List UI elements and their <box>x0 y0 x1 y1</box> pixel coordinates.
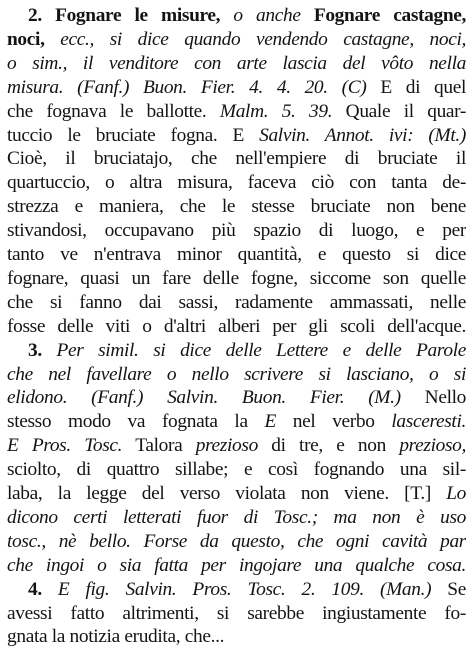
body-text: Quale il quar- <box>332 100 466 122</box>
body-text: stesso modo va fognata la <box>7 411 265 433</box>
body-text: E di quel <box>366 76 466 98</box>
body-text: nel verbo <box>276 411 392 433</box>
body-text: che fognava le ballotte. <box>7 100 220 122</box>
text-line <box>7 506 466 530</box>
italic-text: o sim., il venditore con arte lascia del vôto nella <box>7 52 466 74</box>
italic-text: prezioso, <box>399 435 466 457</box>
body-text: strezza e maniera, che le stesse bruciate non bene <box>7 196 466 218</box>
italic-text: E fig. Salvin. Pros. Tosc. 2. 109. (Man.) <box>57 578 432 600</box>
sense-heading: 3. <box>28 339 57 361</box>
text-line <box>7 482 466 506</box>
body-text: quartuccio, o altra misura, faceva ciò con tanta de- <box>7 172 466 194</box>
text-line <box>7 458 466 482</box>
body-text: Talora <box>122 435 196 457</box>
text-line <box>7 147 466 171</box>
body-text: tanto ve n'entrava minor quantità, e questo si dice <box>7 244 466 265</box>
text-line <box>7 554 466 578</box>
italic-text: tosc., nè bello. Forse da questo, che ogni cavità par <box>7 530 466 552</box>
body-text: Cioè, il bruciatajo, che nell'empiere di bruciate il <box>7 148 466 170</box>
text-line <box>7 386 466 410</box>
text-line <box>7 52 466 76</box>
text-line <box>7 219 466 243</box>
sense-heading: 2. Fognare le misure, <box>28 5 221 26</box>
text-line <box>7 602 466 626</box>
text-line <box>7 625 466 649</box>
text-line <box>28 578 466 602</box>
text-line <box>7 195 466 219</box>
body-text: avessi fatto altrimenti, si sarebbe ingiustamente fo- <box>7 602 466 624</box>
text-line <box>7 171 466 195</box>
italic-text: dicono certi letterati fuor di Tosc.; ma non è uso <box>7 506 466 528</box>
italic-text: ecc., si dice quando vendendo castagne, noci, <box>44 28 466 50</box>
text-line <box>7 28 466 52</box>
sense-heading: noci, <box>7 28 45 50</box>
text-line <box>7 410 466 434</box>
body-text: laba, la legge del verso violata non viene. [T.] <box>7 483 447 504</box>
body-text: stivandosi, occupavano più spazio di luogo, e per <box>7 220 466 242</box>
text-line <box>7 100 466 124</box>
italic-text: prezioso <box>195 435 258 457</box>
italic-text: Per simil. si dice delle Lettere e delle Parole <box>56 339 466 361</box>
italic-text: lasceresti. <box>391 411 466 433</box>
text-line <box>7 243 466 267</box>
italic-text: misura. (Fanf.) Buon. Fier. 4. 4. 20. (C) <box>7 76 367 98</box>
italic-text: E Pros. Tosc. <box>7 435 123 457</box>
body-text: di tre, e non <box>257 435 400 457</box>
body-text: gnata la notizia erudita, che... <box>7 626 225 648</box>
body-text: sciolto, di quattro sillabe; e così fognando una sil- <box>7 459 466 481</box>
italic-text: Salvin. Annot. ivi: (Mt.) <box>259 124 466 146</box>
text-line <box>7 291 466 315</box>
italic-text: che nel favellare o nello scrivere si lasciano, o si <box>7 363 466 385</box>
italic-text: che ingoi o sia fatta per ingojare una qualche cosa. <box>7 554 466 576</box>
body-text: Nello <box>400 387 466 409</box>
text-line <box>7 76 466 100</box>
text-line <box>28 4 466 28</box>
text-line <box>7 530 466 554</box>
italic-text: E <box>264 411 276 433</box>
sense-heading: 4. <box>28 578 58 600</box>
italic-text: elidono. (Fanf.) Salvin. Buon. Fier. (M.) <box>7 387 401 409</box>
italic-text: Malm. 5. 39. <box>219 100 333 122</box>
text-line <box>7 434 466 458</box>
text-line <box>7 315 466 339</box>
italic-text: Lo <box>446 483 466 504</box>
italic-text: o anche <box>220 5 314 26</box>
body-text: che si fanno dai sassi, radamente ammassati, nelle <box>7 291 466 313</box>
text-line <box>7 267 466 291</box>
sense-heading: Fognare castagne, <box>313 5 466 26</box>
text-line <box>28 339 466 363</box>
body-text: fosse delle viti o d'altri alberi per gli scoli dell'acque. <box>7 315 466 337</box>
text-line <box>7 124 466 148</box>
body-text: fognare, quasi un fare delle fogne, siccome son quelle <box>7 267 466 289</box>
body-text: tuccio le bruciate fogna. E <box>7 124 260 146</box>
text-line <box>7 363 466 387</box>
body-text: Se <box>431 578 466 600</box>
